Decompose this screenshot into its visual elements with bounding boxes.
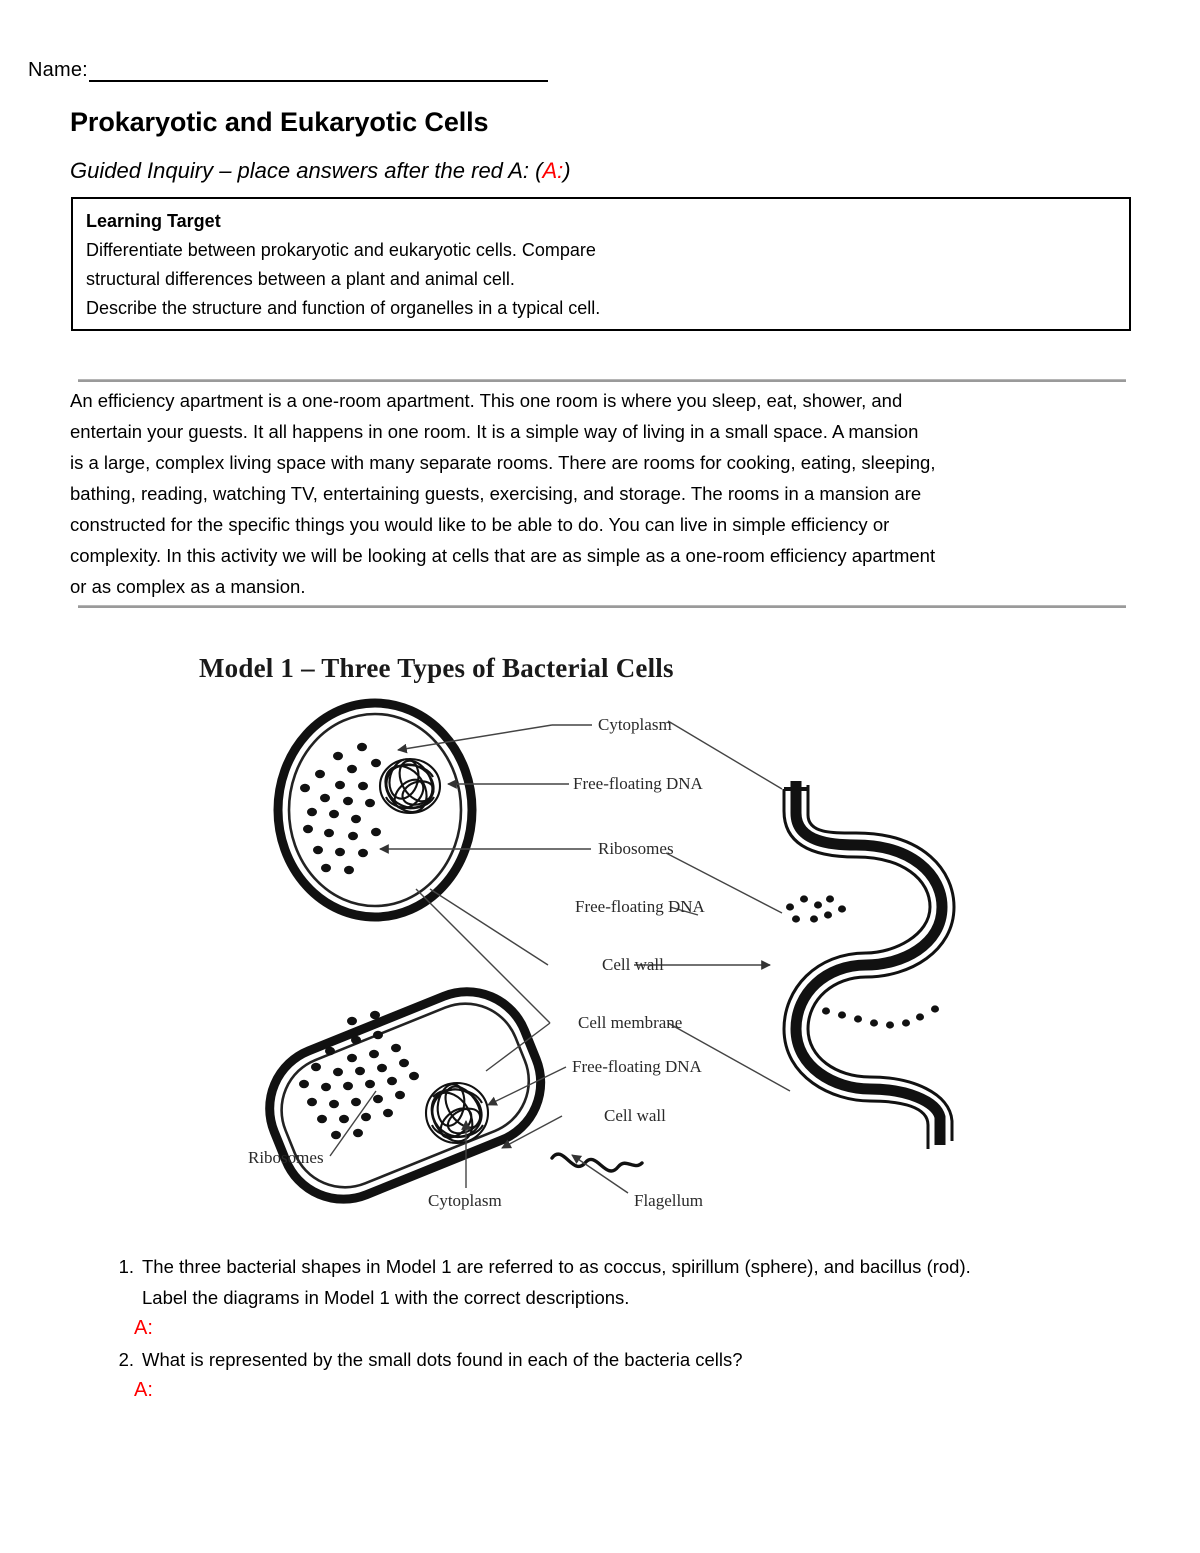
label-cell-wall-low: Cell wall [604, 1106, 666, 1125]
name-label: Name: [28, 59, 88, 81]
intro-paragraph [70, 385, 1132, 602]
answer-field-2[interactable]: A: [134, 1379, 153, 1401]
learning-target-heading: Learning Target [86, 211, 221, 231]
paragraph-line: constructed for the specific things you would like to be able to do. You can live in simple efficiency or [70, 514, 890, 535]
bacillus-cell [251, 973, 642, 1218]
label-dna-top: Free-floating DNA [573, 774, 703, 793]
divider-top [78, 379, 1126, 382]
learning-target-line: structural differences between a plant and animal cell. [86, 269, 515, 290]
question-1 [100, 1251, 1140, 1313]
subtitle [70, 158, 571, 184]
questions-list [100, 1251, 1140, 1406]
question-1-line: The three bacterial shapes in Model 1 are referred to as coccus, spirillum (sphere), and bacillus (rod). [142, 1256, 971, 1277]
subtitle-main: Guided Inquiry – place answers after the red A: ( [70, 158, 543, 183]
learning-target-line: Describe the structure and function of organelles in a typical cell. [86, 298, 601, 319]
paragraph-line: entertain your guests. It all happens in one room. It is a simple way of living in a small space. A mansion [70, 421, 919, 442]
paragraph-line: complexity. In this activity we will be looking at cells that are as simple as a one-room efficiency apartment [70, 545, 936, 566]
question-2-number: 2. [118, 1349, 134, 1370]
coccus-cell [278, 703, 472, 917]
subtitle-red-answer-marker: A: [542, 158, 564, 183]
leader-flagellum [572, 1155, 628, 1193]
name-row [28, 60, 548, 82]
leader-cellwall-to-coccus [430, 889, 548, 965]
flagellum-tail [552, 1154, 642, 1171]
question-2 [100, 1344, 1140, 1375]
paragraph-line: An efficiency apartment is a one-room apartment. This one room is where you sleep, eat, shower, and [70, 390, 903, 411]
learning-target-box [71, 197, 1131, 331]
bacterial-cells-diagram [230, 693, 990, 1218]
spirillum-cell [784, 781, 954, 1149]
page-title: Prokaryotic and Eukaryotic Cells [70, 107, 489, 137]
paragraph-line: bathing, reading, watching TV, entertaining guests, exercising, and storage. The rooms in a mansion are [70, 483, 922, 504]
question-2-line: What is represented by the small dots found in each of the bacteria cells? [142, 1349, 743, 1370]
question-1-number: 1. [118, 1256, 134, 1277]
subtitle-close: ) [563, 158, 571, 183]
answer-field-1[interactable]: A: [134, 1317, 153, 1339]
label-cytoplasm-bottom: Cytoplasm [428, 1191, 502, 1210]
paragraph-line: is a large, complex living space with many separate rooms. There are rooms for cooking, eating, sleeping, [70, 452, 936, 473]
label-flagellum: Flagellum [634, 1191, 703, 1210]
label-cytoplasm-top: Cytoplasm [598, 715, 672, 734]
learning-target-line: Differentiate between prokaryotic and eukaryotic cells. Compare [86, 240, 596, 260]
label-cell-wall-mid: Cell wall [602, 955, 664, 974]
bacteria-diagram-svg [230, 693, 990, 1218]
paragraph-line: or as complex as a mansion. [70, 576, 306, 597]
label-ribosomes-bottom: Ribosomes [248, 1148, 324, 1167]
name-blank-line[interactable] [89, 60, 548, 82]
label-dna-low: Free-floating DNA [572, 1057, 702, 1076]
question-1-line: Label the diagrams in Model 1 with the correct descriptions. [142, 1287, 630, 1308]
label-ribosomes-top: Ribosomes [598, 839, 674, 858]
label-dna-mid: Free-floating DNA [575, 897, 705, 916]
label-cell-membrane: Cell membrane [578, 1013, 683, 1032]
model-1-heading: Model 1 – Three Types of Bacterial Cells [199, 653, 674, 683]
divider-bottom [78, 605, 1126, 608]
